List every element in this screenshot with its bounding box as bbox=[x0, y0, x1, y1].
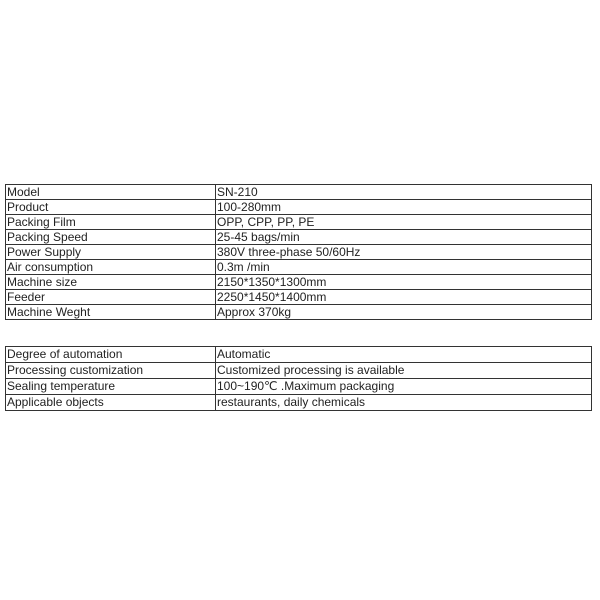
spec-label: Power Supply bbox=[6, 245, 216, 260]
table-row bbox=[6, 290, 592, 305]
spec-value: 380V three-phase 50/60Hz bbox=[216, 245, 592, 260]
table-row bbox=[6, 200, 592, 215]
spec-value: 0.3m /min bbox=[216, 260, 592, 275]
spec-value: Automatic bbox=[216, 347, 592, 363]
table-row bbox=[6, 245, 592, 260]
spec-label: Air consumption bbox=[6, 260, 216, 275]
spec-value: SN-210 bbox=[216, 185, 592, 200]
table-row bbox=[6, 230, 592, 245]
spec-value: 2250*1450*1400mm bbox=[216, 290, 592, 305]
spec-value: Customized processing is available bbox=[216, 363, 592, 379]
spec-value: 100~190℃ .Maximum packaging bbox=[216, 379, 592, 395]
spec-value: Approx 370kg bbox=[216, 305, 592, 320]
spec-value: OPP, CPP, PP, PE bbox=[216, 215, 592, 230]
spec-label: Model bbox=[6, 185, 216, 200]
table-row bbox=[6, 185, 592, 200]
table-row bbox=[6, 215, 592, 230]
spec-value: 100-280mm bbox=[216, 200, 592, 215]
table-row bbox=[6, 395, 592, 411]
spec-value: restaurants, daily chemicals bbox=[216, 395, 592, 411]
table-row bbox=[6, 305, 592, 320]
spec-label: Processing customization bbox=[6, 363, 216, 379]
spec-label: Packing Speed bbox=[6, 230, 216, 245]
table-row bbox=[6, 275, 592, 290]
table-row bbox=[6, 363, 592, 379]
extra-spec-table bbox=[5, 346, 592, 411]
spec-value: 2150*1350*1300mm bbox=[216, 275, 592, 290]
spec-table bbox=[5, 184, 592, 320]
spec-label: Machine size bbox=[6, 275, 216, 290]
spec-label: Packing Film bbox=[6, 215, 216, 230]
spec-value: 25-45 bags/min bbox=[216, 230, 592, 245]
spec-label: Feeder bbox=[6, 290, 216, 305]
table-row bbox=[6, 379, 592, 395]
spec-label: Degree of automation bbox=[6, 347, 216, 363]
table-row bbox=[6, 347, 592, 363]
spec-label: Applicable objects bbox=[6, 395, 216, 411]
spec-label: Product bbox=[6, 200, 216, 215]
spec-label: Machine Weght bbox=[6, 305, 216, 320]
table-row bbox=[6, 260, 592, 275]
spec-label: Sealing temperature bbox=[6, 379, 216, 395]
